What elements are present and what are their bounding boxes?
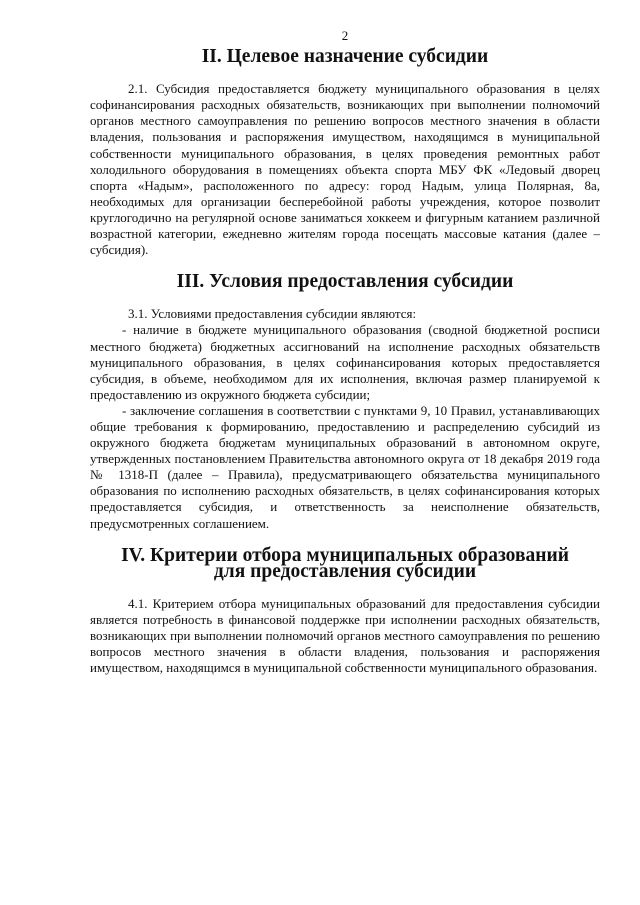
document-page — [90, 28, 600, 676]
section-2-paragraph: 2.1. Субсидия предоставляется бюджету муниципального образования в целях софинансирования расходных обязательств, возникающих при выполнении полномочий органов местного самоуправления по решению вопросов местного значения в области владения, пользования и распоряжения имуществом, находящимся в муниципальной собственности муниципального образования, в целях проведения ремонтных работ холодильного оборудования в помещениях объекта спорта МБУ ФК «Ледовый дворец спорта «Надым», расположенного по адресу: город Надым, улица Полярная, 8а, необходимых для организации бесперебойной работы учреждения, которое позволит круглогодично на регулярной основе заниматься хоккеем и фигурным катанием различной возрастной категории, ежедневно жителям города посещать массовые катания (далее – субсидия). — [90, 81, 600, 258]
section-4-title-line-2: для предоставления субсидии — [213, 560, 477, 582]
section-4-title-line-1: IV. Критерии отбора муниципальных образований — [121, 544, 569, 566]
section-4-paragraph: 4.1. Критерием отбора муниципальных образований для предоставления субсидии является потребность в финансовой поддержке при исполнении расходных обязательств, возникающих при выполнении полномочий органов местного самоуправления по решению вопросов местного значения в области владения, пользования и распоряжения имуществом, находящимся в муниципальной собственности муниципального образования. — [90, 595, 600, 676]
page-number: 2 — [341, 28, 349, 43]
section-3-item-budget: - наличие в бюджете муниципального образования (сводной бюджетной росписи местного бюджета) бюджетных ассигнований на исполнение расходных обязательств муниципального образования, в целях софинансирования которых предоставляется субсидия, в объеме, необходимом для их исполнения, включая размер планируемой к предоставлению из окружного бюджета субсидии; — [90, 322, 600, 402]
section-3-intro: 3.1. Условиями предоставления субсидии являются: — [128, 306, 417, 322]
section-2-title: II. Целевое назначение субсидии — [201, 46, 489, 68]
section-3-item-agreement: - заключение соглашения в соответствии с пунктами 9, 10 Правил, устанавливающих общие требования к формированию, предоставлению и распределению субсидий из окружного бюджета бюджетам муниципальных образований в автономном округе, утвержденных постановлением Правительства автономного округа от 18 декабря 2019 года № 1318-П (далее – Правила), предусматривающего обязательства муниципального образования по исполнению расходных обязательств, в целях софинансирования которых предоставляется субсидия, и ответственность за неисполнение обязательств, предусмотренных соглашением. — [90, 402, 600, 531]
section-4-title — [90, 544, 600, 582]
section-3-title: III. Условия предоставления субсидии — [176, 271, 514, 293]
